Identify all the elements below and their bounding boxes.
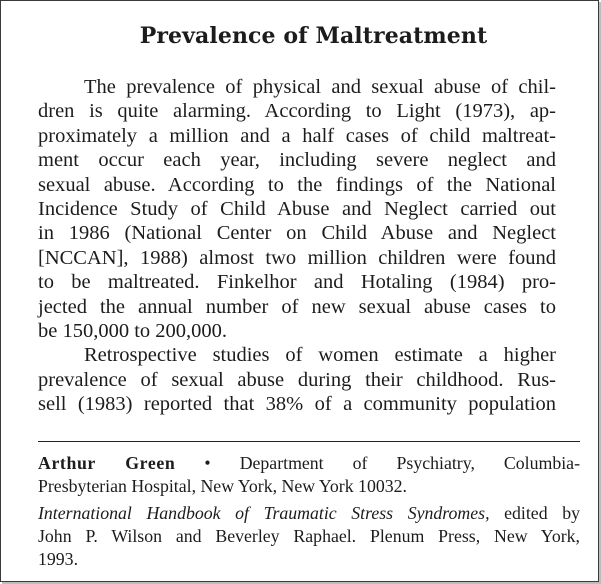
footnote-divider [38, 441, 580, 442]
body-line: sexual abuse. According to the findings of the National [38, 173, 556, 196]
source-footnote-line [38, 502, 580, 525]
body-line: ment occur each year, including severe neglect and [38, 149, 556, 172]
body-line: be 150,000 to 200,000. [38, 319, 228, 342]
book-title: International Handbook of Traumatic Stress Syndromes, [38, 503, 490, 523]
body-line: Retrospective studies of women estimate a higher [84, 344, 556, 367]
author-name: Arthur Green [38, 453, 176, 473]
source-footnote-line: 1993. [38, 548, 79, 569]
source-footnote-line: John P. Wilson and Beverley Raphael. Plenum Press, New York, [38, 525, 580, 546]
body-line: to be maltreated. Finkelhor and Hotaling (1984) pro- [38, 271, 556, 294]
body-line: jected the annual number of new sexual abuse cases to [38, 295, 556, 318]
body-line: [NCCAN], 1988) almost two million children were found [38, 246, 556, 269]
body-line: prevalence of sexual abuse during their childhood. Rus- [38, 368, 556, 391]
body-line: Incidence Study of Child Abuse and Neglect carried out [38, 197, 556, 220]
body-line: sell (1983) reported that 38% of a community population [38, 393, 556, 416]
body-line: proximately a million and a half cases of child maltreat- [38, 124, 556, 147]
author-footnote-line [38, 452, 580, 475]
body-line: in 1986 (National Center on Child Abuse and Neglect [38, 222, 556, 245]
editor-label: edited by [504, 503, 580, 523]
source-footnote [38, 502, 580, 570]
section-title: Prevalence of Maltreatment [139, 23, 488, 49]
body-text [38, 75, 556, 416]
body-line: The prevalence of physical and sexual abuse of chil- [84, 76, 556, 98]
author-footnote-line: Presbyterian Hospital, New York, New York 10032. [38, 475, 407, 496]
body-line: dren is quite alarming. According to Light (1973), ap- [38, 100, 556, 123]
bullet-separator: • [204, 453, 211, 473]
author-affiliation: Department of Psychiatry, Columbia- [239, 453, 580, 473]
author-footnote [38, 452, 580, 498]
